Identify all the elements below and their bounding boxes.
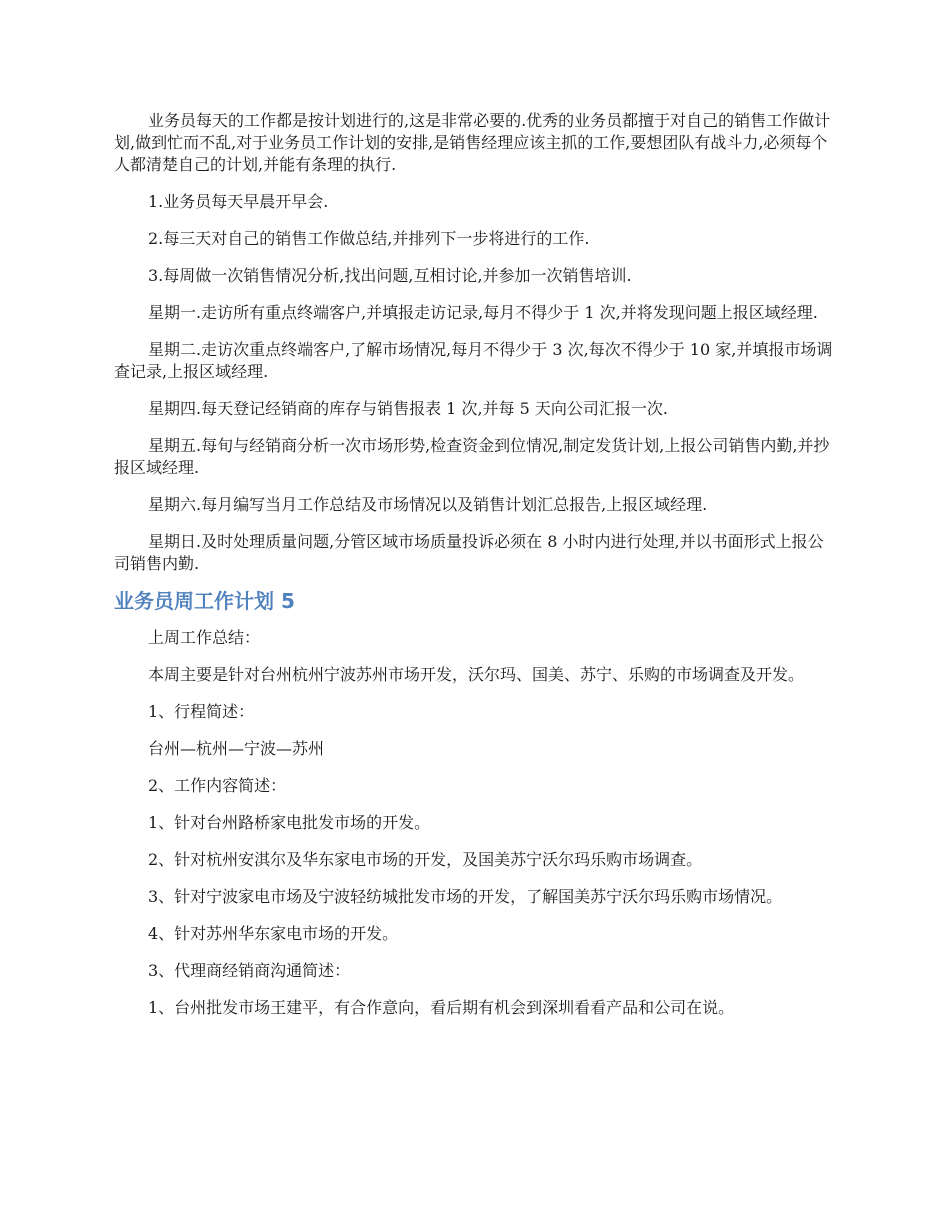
rule-item: 3.每周做一次销售情况分析,找出问题,互相讨论,并参加一次销售培训. <box>148 266 632 285</box>
weekday-plan-saturday: 星期六.每月编写当月工作总结及市场情况以及销售计划汇总报告,上报区域经理. <box>148 495 708 514</box>
intro-paragraph: 业务员每天的工作都是按计划进行的,这是非常必要的.优秀的业务员都擅于对自己的销售工作做计划,做到忙而不乱,对于业务员工作计划的安排,是销售经理应该主抓的工作,要想团队有战斗力,必须每个人都清楚自己的计划,并能有条理的执行. <box>114 111 831 174</box>
dealer-communication-label: 3、代理商经销商沟通简述： <box>148 961 351 980</box>
itinerary-route: 台州—杭州—宁波—苏州 <box>148 739 325 758</box>
work-item: 1、针对台州路桥家电批发市场的开发。 <box>148 813 431 832</box>
itinerary-label: 1、行程简述： <box>148 702 255 721</box>
work-item: 2、针对杭州安淇尔及华东家电市场的开发，及国美苏宁沃尔玛乐购市场调查。 <box>148 850 703 869</box>
weekday-plan-monday: 星期一.走访所有重点终端客户,并填报走访记录,每月不得少于 1 次,并将发现问题上报区域经理. <box>148 303 818 322</box>
summary-paragraph: 本周主要是针对台州杭州宁波苏州市场开发，沃尔玛、国美、苏宁、乐购的市场调查及开发。 <box>148 665 805 684</box>
section-heading: 业务员周工作计划 5 <box>114 589 295 613</box>
weekday-plan-sunday: 星期日.及时处理质量问题,分管区域市场质量投诉必须在 8 小时内进行处理,并以书面形式上报公司销售内勤. <box>114 532 824 573</box>
work-item: 3、针对宁波家电市场及宁波轻纺城批发市场的开发，了解国美苏宁沃尔玛乐购市场情况。 <box>148 887 783 906</box>
work-content-label: 2、工作内容简述： <box>148 776 287 795</box>
rule-item: 1.业务员每天早晨开早会. <box>148 192 329 211</box>
rule-item: 2.每三天对自己的销售工作做总结,并排列下一步将进行的工作. <box>148 229 590 248</box>
weekday-plan-friday: 星期五.每旬与经销商分析一次市场形势,检查资金到位情况,制定发货计划,上报公司销售内勤,并抄报区域经理. <box>114 436 830 477</box>
summary-label: 上周工作总结： <box>148 628 261 647</box>
weekday-plan-tuesday: 星期二.走访次重点终端客户,了解市场情况,每月不得少于 3 次,每次不得少于 10 家,并填报市场调查记录,上报区域经理. <box>114 340 833 381</box>
weekday-plan-thursday: 星期四.每天登记经销商的库存与销售报表 1 次,并每 5 天向公司汇报一次. <box>148 399 668 418</box>
dealer-communication-item: 1、台州批发市场王建平，有合作意向，看后期有机会到深圳看看产品和公司在说。 <box>148 998 735 1017</box>
work-item: 4、针对苏州华东家电市场的开发。 <box>148 924 399 943</box>
